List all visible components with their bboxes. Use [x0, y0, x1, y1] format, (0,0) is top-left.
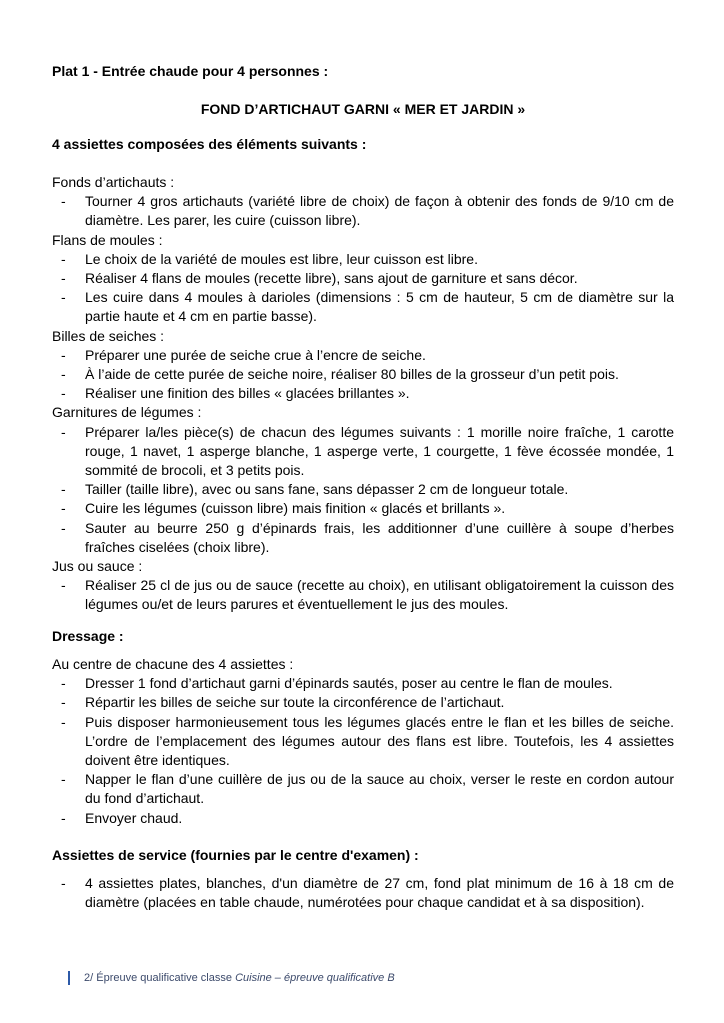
dressage-heading: Dressage :	[52, 628, 124, 644]
service-section	[52, 874, 674, 912]
list-item: - Dresser 1 fond d’artichaut garni d’épinards sautés, poser au centre le flan de moules.	[52, 674, 674, 693]
list-item: - Préparer la/les pièce(s) de chacun des légumes suivants : 1 morille noire fraîche, 1 carotte rouge, 1 navet, 1 asperge blanche, 1 asperge verte, 1 courgette, 1 fève écossée mondée, 1 sommité de brocoli, et 3 petits pois.	[52, 423, 674, 481]
list-item: - Les cuire dans 4 moules à darioles (dimensions : 5 cm de hauteur, 5 cm de diamètre sur la partie haute et 4 cm en partie basse).	[52, 288, 674, 326]
list-item: - Tailler (taille libre), avec ou sans fane, sans dépasser 2 cm de longueur totale.	[52, 480, 674, 499]
footer-accent-bar	[68, 971, 70, 985]
component-label: Billes de seiches :	[52, 327, 165, 344]
list-item: - Tourner 4 gros artichauts (variété libre de choix) de façon à obtenir des fonds de 9/10 cm de diamètre. Les parer, les cuire (cuisson libre).	[52, 192, 674, 230]
list-item: - Sauter au beurre 250 g d’épinards frais, les additionner d’une cuillère à soupe d’herbes fraîches ciselées (choix libre).	[52, 519, 674, 557]
service-heading: Assiettes de service (fournies par le centre d'examen) :	[52, 847, 419, 863]
component-vegetables	[52, 403, 674, 557]
list-item: - Napper le flan d’une cuillère de jus ou de la sauce au choix, verser le reste en cordon autour du fond d’artichaut.	[52, 770, 674, 808]
footer-text: Épreuve qualificative classe	[96, 972, 232, 984]
dressage-intro: Au centre de chacune des 4 assiettes :	[52, 656, 294, 672]
list-item: - Réaliser 25 cl de jus ou de sauce (recette au choix), en utilisant obligatoirement la cuisson des légumes ou/et de leurs parures et éventuellement le jus des moules.	[52, 576, 674, 614]
list-item: - Cuire les légumes (cuisson libre) mais finition « glacés et brillants ».	[52, 499, 674, 518]
list-item: - Le choix de la variété de moules est libre, leur cuisson est libre.	[52, 250, 674, 269]
list-item: - Réaliser une finition des billes « glacées brillantes ».	[52, 384, 674, 403]
dressage-section	[52, 655, 674, 828]
list-item: - 4 assiettes plates, blanches, d'un diamètre de 27 cm, fond plat minimum de 16 à 18 cm de diamètre (placées en table chaude, numérotées pour chaque candidat et à sa disposition).	[52, 874, 674, 912]
component-label: Jus ou sauce :	[52, 558, 143, 575]
list-item: - Préparer une purée de seiche crue à l’encre de seiche.	[52, 346, 674, 365]
list-item: - Envoyer chaud.	[52, 809, 674, 828]
component-cuttlefish-balls	[52, 327, 674, 404]
list-item: - Réaliser 4 flans de moules (recette libre), sans ajout de garniture et sans décor.	[52, 269, 674, 288]
component-sauce	[52, 557, 674, 615]
list-item: - Répartir les billes de seiche sur toute la circonférence de l’artichaut.	[52, 693, 674, 712]
component-artichoke	[52, 173, 674, 231]
list-item: - Puis disposer harmonieusement tous les légumes glacés entre le flan et les billes de seiche. L’ordre de l’emplacement des légumes autour des flans est libre. Toutefois, les 4 assiettes doivent être identiques.	[52, 713, 674, 771]
components-subtitle: 4 assiettes composées des éléments suivants :	[52, 136, 367, 152]
component-label: Fonds d’artichauts :	[52, 174, 175, 190]
dish-course-title: Plat 1 - Entrée chaude pour 4 personnes :	[52, 63, 329, 79]
components-section	[52, 173, 674, 615]
component-mussel-flans	[52, 231, 674, 327]
footer-text-italic: Cuisine – épreuve qualificative B	[235, 972, 395, 984]
list-item: - À l’aide de cette purée de seiche noire, réaliser 80 billes de la grosseur d’un petit pois.	[52, 365, 674, 384]
page-footer	[68, 971, 395, 985]
component-label: Flans de moules :	[52, 231, 163, 248]
component-label: Garnitures de légumes :	[52, 404, 202, 421]
dish-name: FOND D’ARTICHAUT GARNI « MER ET JARDIN »	[200, 101, 526, 117]
page-number: 2/	[84, 972, 94, 984]
